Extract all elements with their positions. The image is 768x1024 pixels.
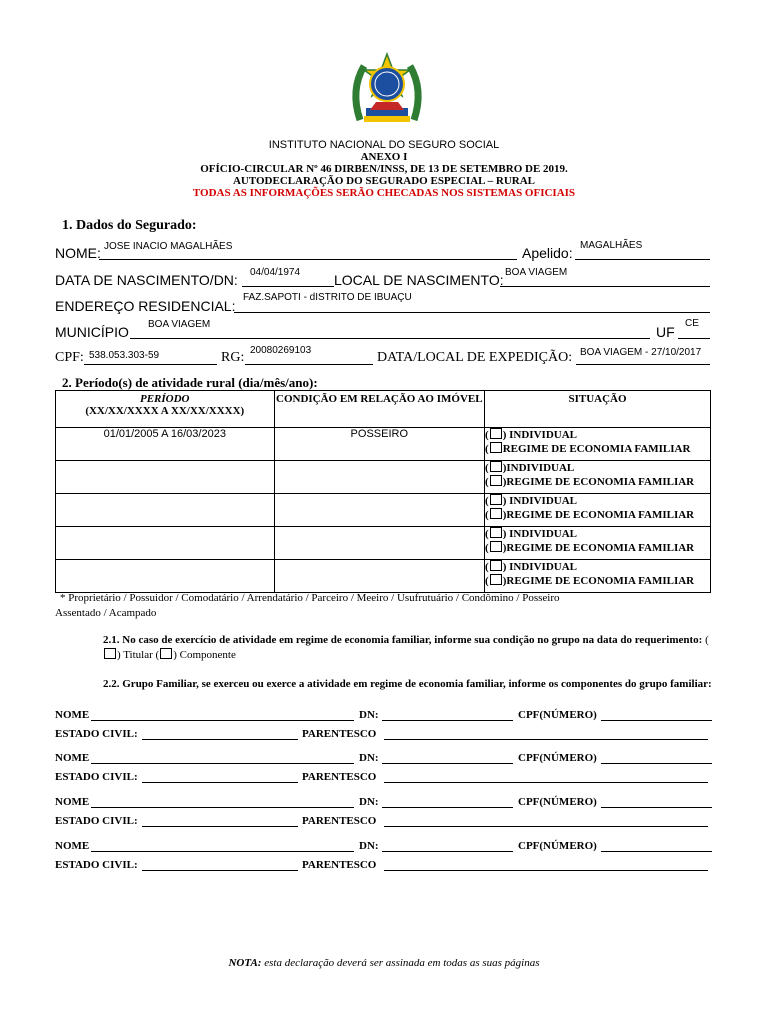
section2-title: 2. Período(s) de atividade rural (dia/mês/ano): xyxy=(62,375,318,390)
apelido-label: Apelido: xyxy=(522,245,573,261)
table-row xyxy=(56,428,711,461)
componente-checkbox[interactable] xyxy=(160,648,172,659)
gf-dn-field[interactable] xyxy=(382,720,513,721)
footnote-line-1: * Proprietário / Possuidor / Comodatário / Arrendatário / Parceiro / Meeiro / Usufrutuário / Condômino / Posseiro xyxy=(60,592,560,604)
section1-title: 1. Dados do Segurado: xyxy=(62,218,197,233)
componente-label: Componente xyxy=(179,649,236,661)
individual-checkbox[interactable] xyxy=(490,527,502,538)
gf-cpf-field[interactable] xyxy=(601,851,712,852)
gf-parentesco-field[interactable] xyxy=(384,739,708,740)
nasc-field[interactable]: 04/04/1974 xyxy=(250,267,301,278)
individual-checkbox[interactable] xyxy=(490,494,502,505)
col-periodo-header xyxy=(56,391,275,428)
regime-checkbox[interactable] xyxy=(490,541,502,552)
col-periodo-format: (XX/XX/XXXX A XX/XX/XXXX) xyxy=(85,405,245,417)
individual-label: INDIVIDUAL xyxy=(509,495,577,507)
gf-parentesco-label: PARENTESCO xyxy=(302,728,377,740)
periodo-cell[interactable] xyxy=(56,560,275,593)
situacao-cell: ( ) INDIVIDUAL ( )REGIME DE ECONOMIA FAMILIAR xyxy=(485,494,711,527)
section21-paragraph: 2.1. No caso de exercício de atividade em regime de economia familiar, informe sua condição no grupo na data do requerimento: () Titular ( ) Componente xyxy=(103,634,709,661)
gf-nome-label: NOME xyxy=(55,796,90,808)
periodo-cell[interactable] xyxy=(56,494,275,527)
col-condicao-header: CONDIÇÃO EM RELAÇÃO AO IMÓVEL xyxy=(274,391,485,428)
uf-field[interactable]: CE xyxy=(685,318,699,329)
regime-label: REGIME DE ECONOMIA FAMILIAR xyxy=(506,476,695,488)
cpf-line xyxy=(84,364,217,365)
local-nasc-field[interactable]: BOA VIAGEM xyxy=(505,267,568,278)
nome-line xyxy=(99,259,517,260)
gf-nome-label: NOME xyxy=(55,752,90,764)
individual-checkbox[interactable] xyxy=(490,428,502,439)
table-row xyxy=(56,527,711,560)
gf-dn-field[interactable] xyxy=(382,807,513,808)
individual-label: INDIVIDUAL xyxy=(506,462,575,474)
situacao-cell: ( ) INDIVIDUAL ( )REGIME DE ECONOMIA FAMILIAR xyxy=(485,560,711,593)
gf-parentesco-label: PARENTESCO xyxy=(302,771,377,783)
nasc-line xyxy=(242,286,334,287)
gf-cpf-label: CPF(NÚMERO) xyxy=(518,796,597,808)
gf-parentesco-label: PARENTESCO xyxy=(302,815,377,827)
regime-checkbox[interactable] xyxy=(490,574,502,585)
section22-text: 2.2. Grupo Familiar, se exerceu ou exerce a atividade em regime de economia familiar, informe os componentes do grupo familiar: xyxy=(103,678,712,690)
gf-dn-label: DN: xyxy=(359,840,379,852)
gf-dn-label: DN: xyxy=(359,709,379,721)
periods-table xyxy=(55,390,711,593)
gf-estado-field[interactable] xyxy=(142,782,298,783)
municipio-label: MUNICÍPIO xyxy=(55,324,129,340)
uf-label: UF xyxy=(656,324,675,340)
expedicao-line xyxy=(576,364,710,365)
individual-label: INDIVIDUAL xyxy=(509,561,577,573)
periodo-cell[interactable]: 01/01/2005 A 16/03/2023 xyxy=(56,428,275,461)
apelido-field[interactable]: MAGALHÃES xyxy=(580,240,643,251)
gf-cpf-field[interactable] xyxy=(601,720,712,721)
periodo-cell[interactable] xyxy=(56,461,275,494)
gf-estado-label: ESTADO CIVIL: xyxy=(55,771,138,783)
gf-nome-field[interactable] xyxy=(91,851,354,852)
gf-parentesco-field[interactable] xyxy=(384,826,708,827)
apelido-line xyxy=(575,259,710,260)
col-situacao-header: SITUAÇÃO xyxy=(485,391,711,428)
gf-nome-label: NOME xyxy=(55,709,90,721)
gf-estado-field[interactable] xyxy=(142,826,298,827)
gf-estado-field[interactable] xyxy=(142,870,298,871)
table-row xyxy=(56,461,711,494)
periodo-cell[interactable] xyxy=(56,527,275,560)
local-nasc-label: LOCAL DE NASCIMENTO: xyxy=(334,272,504,288)
gf-dn-label: DN: xyxy=(359,796,379,808)
section21-text: 2.1. No caso de exercício de atividade em regime de economia familiar, informe sua condição no grupo na data do requerimento: xyxy=(103,634,703,646)
col-periodo-label: PERÍODO xyxy=(140,393,190,405)
periods-table-header xyxy=(56,391,711,428)
rg-label: RG: xyxy=(221,350,245,365)
condicao-cell[interactable] xyxy=(274,461,485,494)
regime-checkbox[interactable] xyxy=(490,475,502,486)
table-row xyxy=(56,560,711,593)
individual-label: INDIVIDUAL xyxy=(509,528,577,540)
gf-parentesco-field[interactable] xyxy=(384,782,708,783)
individual-checkbox[interactable] xyxy=(490,461,502,472)
gf-cpf-label: CPF(NÚMERO) xyxy=(518,709,597,721)
uf-line xyxy=(678,338,710,339)
titular-checkbox[interactable] xyxy=(104,648,116,659)
gf-dn-label: DN: xyxy=(359,752,379,764)
gf-dn-field[interactable] xyxy=(382,851,513,852)
gf-nome-field[interactable] xyxy=(91,720,354,721)
table-row xyxy=(56,494,711,527)
gf-cpf-field[interactable] xyxy=(601,763,712,764)
gf-parentesco-field[interactable] xyxy=(384,870,708,871)
situacao-cell: ( ) INDIVIDUAL ( REGIME DE ECONOMIA FAMILIAR xyxy=(485,428,711,461)
endereco-line xyxy=(234,312,710,313)
nota-text: esta declaração deverá ser assinada em todas as suas páginas xyxy=(264,957,540,969)
brasao-coat-of-arms-icon xyxy=(346,50,428,136)
regime-label: REGIME DE ECONOMIA FAMILIAR xyxy=(506,509,695,521)
gf-parentesco-label: PARENTESCO xyxy=(302,859,377,871)
gf-cpf-label: CPF(NÚMERO) xyxy=(518,752,597,764)
nome-field[interactable]: JOSE INACIO MAGALHÃES xyxy=(104,241,233,252)
cpf-field[interactable]: 538.053.303-59 xyxy=(89,350,160,361)
nome-label: NOME: xyxy=(55,245,101,261)
condicao-cell[interactable] xyxy=(274,527,485,560)
individual-checkbox[interactable] xyxy=(490,560,502,571)
regime-checkbox[interactable] xyxy=(490,508,502,519)
regime-checkbox[interactable] xyxy=(490,442,502,453)
endereco-label: ENDEREÇO RESIDENCIAL: xyxy=(55,298,236,314)
local-nasc-line xyxy=(500,286,710,287)
gf-nome-label: NOME xyxy=(55,840,90,852)
regime-label: REGIME DE ECONOMIA FAMILIAR xyxy=(502,443,691,455)
condicao-cell[interactable]: POSSEIRO xyxy=(274,428,485,461)
condicao-cell[interactable] xyxy=(274,494,485,527)
header-circular: OFÍCIO-CIRCULAR Nº 46 DIRBEN/INSS, DE 13 DE SETEMBRO DE 2019. xyxy=(200,163,568,175)
footnote-line-2: Assentado / Acampado xyxy=(55,607,157,619)
regime-label: REGIME DE ECONOMIA FAMILIAR xyxy=(506,542,695,554)
gf-estado-field[interactable] xyxy=(142,739,298,740)
regime-label: REGIME DE ECONOMIA FAMILIAR xyxy=(506,575,695,587)
municipio-field[interactable]: BOA VIAGEM xyxy=(148,319,211,330)
gf-cpf-label: CPF(NÚMERO) xyxy=(518,840,597,852)
individual-label: INDIVIDUAL xyxy=(509,429,577,441)
gf-estado-label: ESTADO CIVIL: xyxy=(55,815,138,827)
municipio-line xyxy=(130,338,650,339)
expedicao-label: DATA/LOCAL DE EXPEDIÇÃO: xyxy=(377,350,573,365)
header-title: AUTODECLARAÇÃO DO SEGURADO ESPECIAL – RURAL xyxy=(232,175,536,187)
footer-nota xyxy=(0,957,768,969)
nasc-label: DATA DE NASCIMENTO/DN: xyxy=(55,272,238,288)
endereco-field[interactable]: FAZ.SAPOTI - dISTRITO DE IBUAÇU xyxy=(243,292,412,303)
condicao-cell[interactable] xyxy=(274,560,485,593)
gf-estado-label: ESTADO CIVIL: xyxy=(55,728,138,740)
gf-nome-field[interactable] xyxy=(91,763,354,764)
gf-estado-label: ESTADO CIVIL: xyxy=(55,859,138,871)
rg-field[interactable]: 20080269103 xyxy=(250,345,312,356)
header-warning: TODAS AS INFORMAÇÕES SERÃO CHECADAS NOS SISTEMAS OFICIAIS xyxy=(192,187,576,199)
expedicao-field[interactable]: BOA VIAGEM - 27/10/2017 xyxy=(580,347,702,358)
nota-label: NOTA: xyxy=(228,957,262,969)
gf-dn-field[interactable] xyxy=(382,763,513,764)
header-annex: ANEXO I xyxy=(360,151,408,163)
gf-nome-field[interactable] xyxy=(91,807,354,808)
rg-line xyxy=(245,364,373,365)
situacao-cell: ( )INDIVIDUAL ( )REGIME DE ECONOMIA FAMILIAR xyxy=(485,461,711,494)
situacao-cell: ( ) INDIVIDUAL ( )REGIME DE ECONOMIA FAMILIAR xyxy=(485,527,711,560)
titular-label: Titular xyxy=(123,649,153,661)
cpf-label: CPF: xyxy=(55,350,84,365)
gf-cpf-field[interactable] xyxy=(601,807,712,808)
header-institute: INSTITUTO NACIONAL DO SEGURO SOCIAL xyxy=(268,139,500,151)
